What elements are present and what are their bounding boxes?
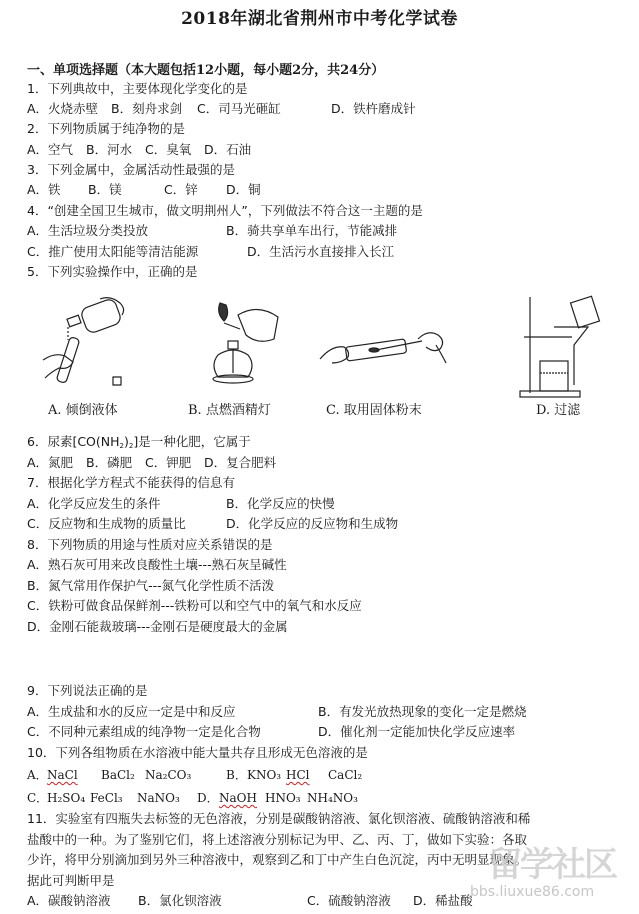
q6-option-c: C．钾肥 bbox=[145, 455, 192, 470]
question-11-stem-line-1: 11．实验室有四瓶失去标签的无色溶液，分别是碳酸钠溶液、氯化钡溶液、硫酸钠溶液和稀 bbox=[27, 811, 531, 826]
figure-d-filtration bbox=[510, 295, 610, 400]
question-7-stem: 7．根据化学方程式不能获得的信息有 bbox=[27, 475, 235, 490]
q10-b-item-1: KNO₃ bbox=[247, 768, 282, 782]
q10-a-item-2: BaCl₂ bbox=[101, 768, 135, 782]
q10-option-b-label: B． bbox=[226, 768, 247, 782]
q3-option-a: A．铁 bbox=[27, 182, 61, 197]
q10-option-c-label: C． bbox=[27, 791, 49, 805]
q11-option-b: B．氯化钡溶液 bbox=[138, 893, 222, 908]
q2-option-c: C．臭氧 bbox=[145, 142, 192, 157]
question-5-figures bbox=[0, 295, 639, 425]
question-11-stem-line-3: 少许，将甲分别滴加到另外三种溶液中，观察到乙和丁中产生白色沉淀，丙中无明显现象。 bbox=[27, 852, 528, 867]
q7-option-d: D．化学反应的反应物和生成物 bbox=[226, 516, 399, 531]
question-2-stem: 2．下列物质属于纯净物的是 bbox=[27, 121, 185, 136]
alcohol-lamp-icon bbox=[198, 295, 298, 395]
pouring-liquid-icon bbox=[38, 295, 148, 395]
q10-a-item-3: Na₂CO₃ bbox=[145, 768, 192, 782]
question-1-stem: 1．下列典故中，主要体现化学变化的是 bbox=[27, 81, 248, 96]
q10-d-item-2: HNO₃ bbox=[265, 791, 301, 805]
figure-b-alcohol-lamp bbox=[198, 295, 298, 395]
question-9-stem: 9．下列说法正确的是 bbox=[27, 683, 148, 698]
q4-option-b: B．骑共享单车出行，节能减排 bbox=[226, 223, 398, 238]
figure-a-pouring-liquid bbox=[38, 295, 148, 395]
figure-c-solid-powder bbox=[318, 295, 448, 395]
section-heading: 一、单项选择题（本大题包括12小题，每小题2分，共24分） bbox=[27, 63, 385, 78]
q2-option-d: D．石油 bbox=[204, 142, 252, 157]
q3-option-b: B．镁 bbox=[88, 182, 122, 197]
figure-d-label: D. 过滤 bbox=[536, 403, 581, 418]
q11-option-c: C．硫酸钠溶液 bbox=[307, 893, 391, 908]
q9-option-d: D．催化剂一定能加快化学反应速率 bbox=[318, 724, 516, 739]
question-11-stem-line-4: 据此可判断甲是 bbox=[27, 873, 115, 888]
question-4-stem: 4．“创建全国卫生城市，做文明荆州人”，下列做法不符合这一主题的是 bbox=[27, 203, 423, 218]
document-title: 2018年湖北省荆州市中考化学试卷 bbox=[181, 9, 458, 29]
q9-option-c: C．不同种元素组成的纯净物一定是化合物 bbox=[27, 724, 261, 739]
q7-option-b: B．化学反应的快慢 bbox=[226, 496, 335, 511]
solid-powder-icon bbox=[318, 295, 448, 395]
q8-option-d: D．金刚石能裁玻璃---金刚石是硬度最大的金属 bbox=[27, 619, 288, 634]
q9-option-a: A．生成盐和水的反应一定是中和反应 bbox=[27, 704, 236, 719]
question-5-stem: 5．下列实验操作中，正确的是 bbox=[27, 264, 198, 279]
q10-c-item-3: NaNO₃ bbox=[137, 791, 180, 805]
q10-d-item-3: NH₄NO₃ bbox=[307, 791, 358, 805]
q6-option-d: D．复合肥料 bbox=[204, 455, 277, 470]
q8-option-b: B．氮气常用作保护气---氮气化学性质不活泼 bbox=[27, 578, 275, 593]
q7-option-c: C．反应物和生成物的质量比 bbox=[27, 516, 186, 531]
q10-b-item-3: CaCl₂ bbox=[328, 768, 363, 782]
q10-option-a-label: A． bbox=[27, 768, 48, 782]
figure-a-label: A. 倾倒液体 bbox=[48, 403, 118, 418]
q10-c-item-2: FeCl₃ bbox=[90, 791, 123, 805]
q8-option-a: A．熟石灰可用来改良酸性土壤---熟石灰呈碱性 bbox=[27, 557, 287, 572]
q6-option-b: B．磷肥 bbox=[86, 455, 133, 470]
question-3-stem: 3．下列金属中，金属活动性最强的是 bbox=[27, 162, 235, 177]
question-11-stem-line-2: 盐酸中的一种。为了鉴别它们，将上述溶液分别标记为甲、乙、丙、丁，做如下实验：各取 bbox=[27, 832, 528, 847]
figure-b-label: B. 点燃酒精灯 bbox=[188, 403, 271, 418]
q4-option-d: D．生活污水直接排入长江 bbox=[247, 244, 395, 259]
q1-option-a: A．火烧赤壁 bbox=[27, 101, 99, 116]
q3-option-d: D．铜 bbox=[226, 182, 261, 197]
q10-option-d-label: D． bbox=[197, 791, 219, 805]
question-6-stem: 6．尿素$[CO(NH_2)_2]$是一种化肥，它属于 bbox=[27, 434, 251, 450]
figure-c-label: C. 取用固体粉末 bbox=[326, 403, 422, 418]
question-8-stem: 8．下列物质的用途与性质对应关系错误的是 bbox=[27, 537, 273, 552]
q6-option-a: A．氮肥 bbox=[27, 455, 74, 470]
q2-option-a: A．空气 bbox=[27, 142, 74, 157]
question-10-stem: 10．下列各组物质在水溶液中能大量共存且形成无色溶液的是 bbox=[27, 745, 368, 760]
q10-c-item-1: H₂SO₄ bbox=[47, 791, 86, 805]
q1-option-c: C．司马光砸缸 bbox=[197, 101, 281, 116]
q1-option-b: B．刻舟求剑 bbox=[111, 101, 183, 116]
q4-option-c: C．推广使用太阳能等清洁能源 bbox=[27, 244, 199, 259]
q4-option-a: A．生活垃圾分类投放 bbox=[27, 223, 149, 238]
q8-option-c: C．铁粉可做食品保鲜剂---铁粉可以和空气中的氧气和水反应 bbox=[27, 598, 362, 613]
q1-option-d: D．铁杵磨成针 bbox=[331, 101, 416, 116]
watermark-url: bbs.liuxue86.com bbox=[470, 884, 595, 900]
q10-b-item-2: HCl bbox=[286, 768, 310, 782]
filtration-icon bbox=[510, 295, 610, 400]
q9-option-b: B．有发光放热现象的变化一定是燃烧 bbox=[318, 704, 527, 719]
q11-option-d: D．稀盐酸 bbox=[413, 893, 473, 908]
q10-a-item-1: NaCl bbox=[47, 768, 78, 782]
q11-option-a: A．碳酸钠溶液 bbox=[27, 893, 111, 908]
watermark-logo: 留学社区 bbox=[488, 845, 616, 885]
q10-d-item-1: NaOH bbox=[219, 791, 257, 805]
q7-option-a: A．化学反应发生的条件 bbox=[27, 496, 161, 511]
q3-option-c: C．锌 bbox=[164, 182, 198, 197]
q2-option-b: B．河水 bbox=[86, 142, 133, 157]
